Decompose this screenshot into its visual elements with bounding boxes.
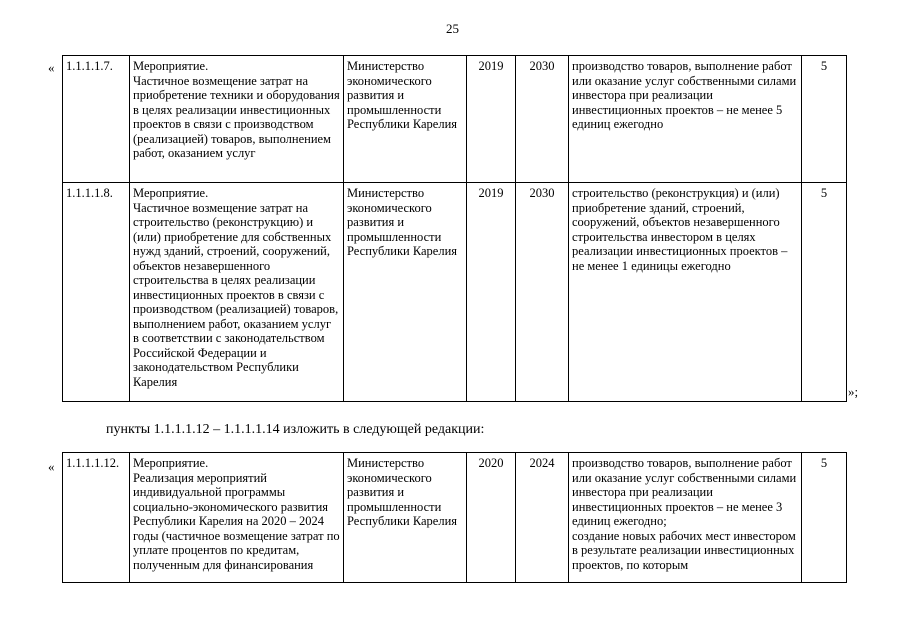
amendment-intro: пункты 1.1.1.1.12 – 1.1.1.1.14 изложить в следующей редакции: xyxy=(106,422,485,437)
measures-table-1 xyxy=(62,55,847,402)
row-responsible: Министерство экономического развития и промышленности Республики Карелия xyxy=(344,56,467,183)
row-event xyxy=(130,56,344,183)
row-year-start: 2019 xyxy=(467,56,516,183)
row-number: 1.1.1.1.7. xyxy=(63,56,130,183)
row-score: 5 xyxy=(802,56,847,183)
row-result xyxy=(569,453,802,583)
row-responsible: Министерство экономического развития и промышленности Республики Карелия xyxy=(344,183,467,402)
event-text: Мероприятие. Частичное возмещение затрат на приобретение техники и оборудования в целях реализации инвестиционных проектов в связи с производством (реализацией) товаров, выполнением работ, оказанием услуг xyxy=(133,59,340,160)
open-quote-2: « xyxy=(48,459,55,474)
page-number: 25 xyxy=(446,21,459,36)
result-text: производство товаров, выполнение работ или оказание услуг собственными силами инвестора при реализации инвестиционных проектов – не менее 3 единиц ежегодно; создание новых рабочих мест инвестором в результате реализации инвестиционных проектов, по которым xyxy=(572,456,797,572)
close-quote: »; xyxy=(848,384,859,399)
row-year-end: 2024 xyxy=(516,453,569,583)
row-year-start: 2020 xyxy=(467,453,516,583)
open-quote-1: « xyxy=(48,60,55,75)
event-text: Мероприятие. Частичное возмещение затрат на строительство (реконструкцию) и (или) приобретение для собственных нужд зданий, строений, сооружений, объектов незавершенного строительства в целях реализации инвестиционных проектов в связи с производством (реализацией) товаров, выполнением работ, оказанием услуг в соответствии с законодательством Российской Федерации и законодательством Республики Карелия xyxy=(133,186,339,389)
event-text: Мероприятие. Реализация мероприятий индивидуальной программы социально-экономического развития Республики Карелия на 2020 – 2024 годы (частичное возмещение затрат по уплате процентов по кредитам, полученным для финансирования xyxy=(133,456,340,572)
table-row xyxy=(63,183,847,402)
row-year-end: 2030 xyxy=(516,183,569,402)
row-year-end: 2030 xyxy=(516,56,569,183)
row-number: 1.1.1.1.8. xyxy=(63,183,130,402)
row-event xyxy=(130,183,344,402)
row-number: 1.1.1.1.12. xyxy=(63,453,130,583)
row-result: строительство (реконструкция) и (или) приобретение зданий, строений, сооружений, объектов незавершенного строительства инвестором в целях реализации инвестиционных проектов – не менее 1 единицы ежегодно xyxy=(569,183,802,402)
row-score: 5 xyxy=(802,453,847,583)
row-result: производство товаров, выполнение работ или оказание услуг собственными силами инвестора при реализации инвестиционных проектов – не менее 5 единиц ежегодно xyxy=(569,56,802,183)
row-responsible: Министерство экономического развития и промышленности Республики Карелия xyxy=(344,453,467,583)
measures-table-2 xyxy=(62,452,847,583)
row-score: 5 xyxy=(802,183,847,402)
table-row xyxy=(63,453,847,583)
table-row xyxy=(63,56,847,183)
row-year-start: 2019 xyxy=(467,183,516,402)
row-event xyxy=(130,453,344,583)
